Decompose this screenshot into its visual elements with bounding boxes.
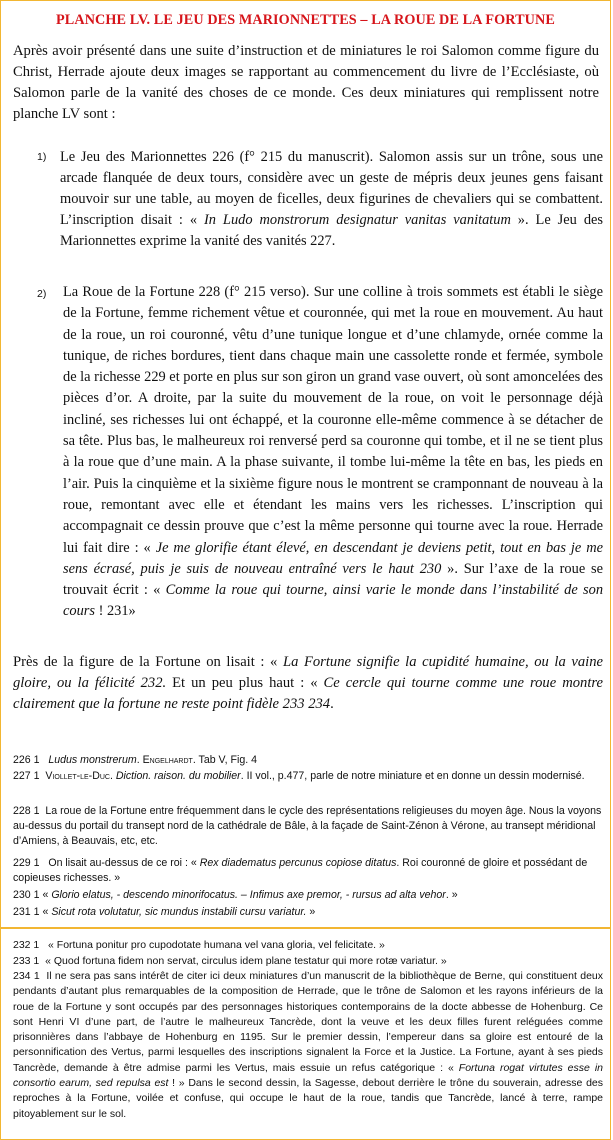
footnote-number: 228 1	[13, 805, 40, 817]
footnote-text: . II vol., p.477, parle de notre miniature et en donne un dessin modernisé.	[240, 770, 585, 782]
inscription-quote: In Ludo monstrorum designatur vanitas vanitatum	[197, 211, 511, 228]
item-text: Le Jeu des Marionnettes 226 (f° 215 du manuscrit). Salomon assis sur un trône, sous une arcade flanquée de deux tours, considère avec un geste de mépris deux jeunes gens faisant mouvoir sur une table, au moyen de ficelles, deux figurines de chevaliers qui se combattent. L’inscription disait : «	[60, 149, 603, 228]
footnote-author: Viollet-le-Duc	[45, 770, 110, 782]
inscription-quote: Comme la roue qui tourne, ainsi varie le monde dans l’instabilité de son cours	[63, 582, 604, 620]
footnote-text: . Roi couronné de gloire et possédant de copieuses richesses. »	[13, 857, 588, 885]
footnote-title: Diction. raison. du mobilier	[115, 770, 241, 782]
footnote-text: On lisait au-dessus de ce roi : «	[48, 857, 197, 869]
note-text: ! » Dans le second dessin, la Sagesse, debout derrière le trône du souverain, adresse des reproches à la Fortune, voilée et confuse, qui occupe le haut de la roue, tandis que Tancrède, lancé à terre, rampe pitoyablement sur le sol.	[13, 1077, 603, 1120]
note-233	[13, 954, 603, 969]
footnote-number: 231 1	[13, 906, 40, 918]
footnote-number: 229 1	[13, 857, 40, 869]
paragraph-text: .	[330, 696, 334, 712]
list-number: 1)	[37, 151, 47, 163]
footnote-229	[13, 856, 605, 886]
page-title: PLANCHE LV. LE JEU DES MARIONNETTES – LA ROUE DE LA FORTUNE	[56, 12, 555, 28]
list-number: 2)	[37, 288, 47, 300]
footnote-text: . Tab V, Fig. 4	[192, 754, 258, 766]
note-number: 232 1	[13, 939, 40, 951]
note-232	[13, 938, 603, 953]
item-text: La Roue de la Fortune 228 (f° 215 verso). Sur une colline à trois sommets est établi le siège de la Fortune, femme richement vêtue et couronnée, qui met la roue en mouvement. Au haut de la roue, un roi couronné, vêtu d’une tunique longue et d’une chlamyde, ornée comme la tunique, de riches bordures, tient dans chaque main une cassolette ronde et fermée, symbole de la richesse 229 et porte en plus sur son giron un grand vase ouvert, où sont amoncelées des pièces d’or. A droite, par la suite du mouvement de la roue, on voit le personnage déjà incliné, ses richesses lui ont échappé, et la couronne elle-même commence à se détacher de sa tête. Plus bas, le malheureux roi renversé perd sa couronne qui tombe, et il ne se tient plus à la roue que d’une main. A la phase suivante, il tombe lui-même la tête en bas, les pieds en l’air. Puis la cinquième et la sixième figure nous le montrent se cramponnant de nouveau à la roue, remontant avec elle et étendant les mains vers les richesses. L’inscription qui accompagnait ce dessin prouve que c’est la même personne qui tourne avec la roue. Herrade lui fait dire : «	[63, 284, 603, 556]
footnote-number: 230 1	[13, 889, 40, 901]
note-number: 234 1	[13, 970, 40, 982]
footnote-text: . »	[445, 889, 458, 901]
inscription-quote: Je me glorifie étant élevé, en descendant je deviens petit, tout en bas je me sens écrasé, puis je suis de nouveau entraîné vers le haut 230	[63, 539, 604, 577]
footnote-230	[13, 888, 605, 903]
footnote-quote: Glorio elatus, - descendo minorifocatus. – Infimus axe premor, - rursus ad alta vehor	[48, 889, 446, 901]
footnote-number: 226 1	[13, 754, 40, 766]
note-text: Il ne sera pas sans intérêt de citer ici deux miniatures d’un manuscrit de la bibliothèque de Berne, qui constituent deux pendants d’autant plus remarquables de la composition de Herrade, que le trône de Salomon et les rayons inférieurs de la roue de la Fortune y sont occupés par des personnages historiques contemporains de la docte abbesse de Hohenburg. Ce sont Henri VI d’une part, de l’autre le malheureux Tancrède, dont la veuve et les deux filles furent reléguées comme prisonnières dans l’abbaye de Hohenburg en 1195. Sur le premier dessin, l’empereur dans sa gloire est entouré de la personnification des Vertus, parmi lesquelles des inscriptions signalent la Force et la Justice. La Fortune, ayant à ses pieds Tancrède, demande à être admise parmi les Vertus, mais essuie un refus catégorique : «	[13, 970, 603, 1074]
list-item-text	[63, 282, 603, 623]
note-234	[13, 969, 603, 1122]
footnote-text: «	[42, 906, 49, 918]
item-text: ». Sur l’axe de la roue se trouvait écrit : «	[63, 560, 603, 599]
footnote-author: Engelhardt	[142, 754, 193, 766]
note-number: 233 1	[13, 955, 40, 967]
inscription-quote: La Fortune signifie la cupidité humaine, ou la vaine gloire, ou la félicité 232.	[13, 654, 603, 691]
item-text: ! 231»	[94, 603, 136, 620]
paragraph-text: Près de la figure de la Fortune on lisait : «	[13, 654, 278, 670]
intro-paragraph: Après avoir présenté dans une suite d’instruction et de miniatures le roi Salomon comme figure du Christ, Herrade ajoute deux images se rapportant au commencement du livre de l’Ecclésiaste, où Salomon parle de la vanité des choses de ce monde. Ces deux miniatures qui remplissent notre planche LV sont :	[13, 43, 599, 122]
footnote-231	[13, 905, 605, 920]
note-text: « Fortuna ponitur pro cupodotate humana vel vana gloria, vel felicitate. »	[48, 939, 385, 951]
footnote-quote: Rex diadematus percunus copiose ditatus	[196, 857, 397, 869]
footnote-text: »	[306, 906, 316, 918]
inscription-quote: Ce cercle qui tourne comme une roue montre clairement que la fortune ne reste point fidèle 233 234	[13, 675, 604, 712]
footnote-227: 227 1 Viollet-le-Duc. Diction. raison. du mobilier. II vol., p.477, parle de notre miniature et en donne un dessin modernisé.	[13, 770, 585, 782]
item-text: ». Le Jeu des Marionnettes exprime la vanité des vanités 227.	[60, 211, 603, 249]
list-item-text	[60, 147, 603, 252]
footnote-title: Ludus monstrerum	[48, 754, 137, 766]
closing-paragraph	[13, 652, 603, 715]
note-quote: Fortuna rogat virtutes esse in consortio earum, sed repulsa est	[13, 1061, 603, 1090]
footnote-226: 226 1 Ludus monstrerum. Engelhardt. Tab V, Fig. 4	[13, 754, 258, 766]
footnote-text: La roue de la Fortune entre fréquemment dans le cycle des représentations religieuses du moyen âge. Nous la voyons au-dessus du portail du transept nord de la cathédrale de Bâle, à la façade de Saint-Zénon à Vérone, au transept méridional d’Amiens, à Beauvais, etc, etc.	[13, 805, 602, 848]
footnote-228	[13, 804, 605, 850]
footnote-text: «	[42, 889, 49, 901]
note-text: « Quod fortuna fidem non servat, circulus idem plane testatur qui more rotæ variatur. »	[45, 955, 447, 967]
footnote-number: 227 1	[13, 770, 40, 782]
paragraph-text: Et un peu plus haut : «	[166, 675, 318, 691]
footnote-quote: Sicut rota volutatur, sic mundus instabili cursu variatur.	[48, 906, 307, 918]
notes-panel	[0, 928, 611, 1140]
